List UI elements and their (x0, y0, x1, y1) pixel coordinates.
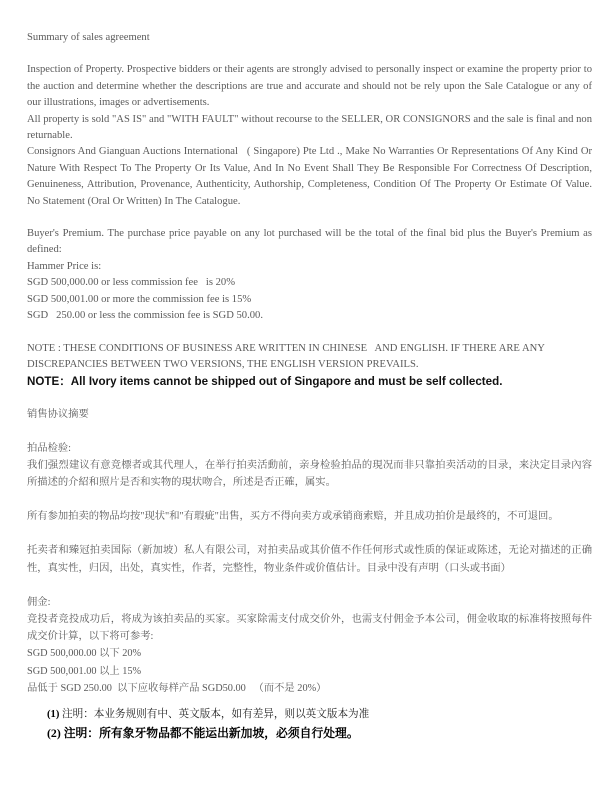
buyers-premium-intro: Buyer's Premium. The purchase price payable on any lot purchased will be the total of the final bid plus the Buyer's Premium as defined: (27, 228, 592, 256)
chinese-notes (27, 705, 592, 743)
chinese-note-1-number: (1) (47, 708, 60, 720)
chinese-note-1 (47, 705, 592, 724)
chinese-note-2 (47, 724, 592, 743)
premium-rate-row: SGD 250.00 or less the commission fee is SGD 50.00. (27, 310, 263, 322)
language-note: NOTE : THESE CONDITIONS OF BUSINESS ARE WRITTEN IN CHINESE AND ENGLISH. IF THERE ARE ANY DISCREPANCIES BETWEEN TWO VERSIONS, THE ENGLISH VERSION PREVAILS. (27, 342, 548, 370)
chinese-rate-row: SGD 500,001.00 以上 15% (27, 665, 142, 677)
chinese-inspection-text: 我们强烈建议有意竞標者或其代理人，在举行拍卖活動前，亲身检验拍品的現况而非只靠拍卖活动的目录，来決定目录內容所描述的介紹和照片是否和实物的現状吻合，所述是否正確，属实。 (27, 459, 592, 488)
disclaimer-paragraph: Consignors And Gianguan Auctions International ( Singapore) Pte Ltd ., Make No Warranties Or Representations Of Any Kind Or Nature With Respect To The Property Or Its Value, And In No Event Shall They Be Responsible For Correctness Of Description, Genuineness, Attribution, Provenance, Authenticity, Authorship, Completeness, Condition Of The Property Or Estimate Of Value. No Statement (Oral Or Written) In The Catalogue. (27, 146, 595, 207)
chinese-note-2-number: (2) (47, 725, 61, 740)
chinese-rate-row: 品低于 SGD 250.00 以下应收每样产品 SGD50.00 （而不是 20%） (27, 682, 327, 694)
chinese-commission-label: 佣金: (27, 596, 51, 608)
document-title: Summary of sales agreement (27, 32, 150, 43)
sales-agreement-document (27, 30, 595, 743)
chinese-consignor-text: 托卖者和臻冠拍卖国际（新加坡）私人有限公司，对拍卖品或其价值不作任何形式或性质的保证或陈述，无论对描述的正确性，真实性，归因，出处，真实性，作者，完整性，物业条件或价值估计。目录中没有声明（口头或书面） (27, 545, 592, 574)
as-is-paragraph: All property is sold "AS IS" and "WITH FAULT" without recourse to the SELLER, OR CONSIGNORS and the sale is final and non returnable. (27, 113, 592, 142)
chinese-note-1-text: 注明：本业务规则有中、英文版本，如有差异，则以英文版本为准 (59, 708, 370, 720)
chinese-title: 销售协议摘要 (27, 409, 89, 421)
premium-rate-row: SGD 500,000.00 or less commission fee is 20% (27, 277, 236, 289)
inspection-paragraph: Inspection of Property. Prospective bidders or their agents are strongly advised to personally inspect or examine the property prior to the auction and determine whether the descriptions are true and accurate and should not be rely upon the Sale Catalogue or any of our illustrations, images or advertisements. (27, 64, 592, 109)
hammer-price-label: Hammer Price is: (27, 260, 102, 272)
chinese-as-is-text: 所有参加拍卖的物品均按"现状"和"有瑕疵"出售，买方不得向卖方或承销商索赔，并且成功拍价是最终的，不可退回。 (27, 511, 559, 523)
chinese-rate-row: SGD 500,000.00 以下 20% (27, 648, 142, 660)
chinese-note-2-text: 注明：所有象牙物品都不能运出新加坡，必须自行处理。 (60, 725, 359, 740)
chinese-inspection-label: 拍品检验: (27, 442, 72, 454)
chinese-commission-text: 竞投者竞投成功后，将成为该拍卖品的买家。买家除需支付成交价外，也需支付佣金予本公司，佣金收取的标准将按照每件成交价计算，以下将可参考: (27, 613, 592, 643)
premium-rate-row: SGD 500,001.00 or more the commission fee is 15% (27, 293, 252, 305)
ivory-note: NOTE：All Ivory items cannot be shipped out of Singapore and must be self collected. (27, 375, 503, 389)
